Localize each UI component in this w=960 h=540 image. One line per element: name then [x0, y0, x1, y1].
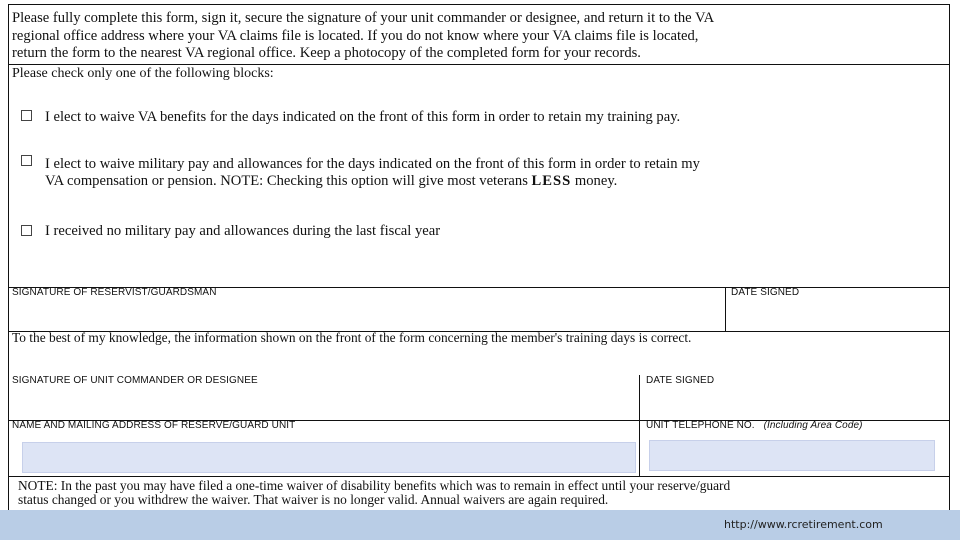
instructions-line-1: Please fully complete this form, sign it, secure the signature of your unit commander or designee, and return it to the VA	[12, 10, 715, 26]
option-3-text: I received no military pay and allowances during the last fiscal year	[45, 223, 441, 239]
date-signed-label-1: DATE SIGNED	[731, 287, 800, 298]
option-1-text: I elect to waive VA benefits for the days indicated on the front of this form in order to retain my training pay.	[45, 109, 681, 125]
knowledge-statement: To the best of my knowledge, the information shown on the front of the form concerning the member's training days is correct.	[12, 330, 692, 345]
less-emphasis: LESS	[531, 173, 572, 189]
check-prompt: Please check only one of the following blocks:	[12, 66, 274, 81]
divider-date-2	[639, 375, 640, 477]
note-line-1: NOTE: In the past you may have filed a one-time waiver of disability benefits which was to remain in effect until your reserve/guard	[18, 478, 731, 493]
date-signed-label-2: DATE SIGNED	[646, 375, 715, 386]
instructions-line-2: regional office address where your VA claims file is located. If you do not know where your VA claims file is located,	[12, 28, 699, 44]
unit-phone-field[interactable]	[649, 440, 935, 471]
divider-note	[8, 476, 950, 477]
divider-instructions	[8, 64, 950, 65]
unit-address-label: NAME AND MAILING ADDRESS OF RESERVE/GUARD UNIT	[12, 420, 296, 431]
instructions-line-3: return the form to the nearest VA regional office. Keep a photocopy of the completed form for your records.	[12, 45, 641, 61]
option-2-text-line-1: I elect to waive military pay and allowances for the days indicated on the front of this form in order to retain my	[45, 156, 700, 172]
option-3-checkbox[interactable]	[21, 225, 32, 236]
unit-phone-note: (Including Area Code)	[763, 420, 863, 431]
unit-address-field[interactable]	[22, 442, 636, 473]
unit-phone-label	[646, 420, 863, 431]
option-2-checkbox[interactable]	[21, 155, 32, 166]
signature-commander-label: SIGNATURE OF UNIT COMMANDER OR DESIGNEE	[12, 375, 258, 386]
footer-url[interactable]: http://www.rcretirement.com	[724, 518, 883, 531]
unit-phone-text: UNIT TELEPHONE NO.	[646, 420, 755, 431]
option-2-note: VA compensation or pension. NOTE: Checking this option will give most veterans	[45, 173, 528, 189]
option-2-text-line-2	[45, 173, 617, 190]
note-line-2: status changed or you withdrew the waiver. That waiver is no longer valid. Annual waivers are again required.	[18, 492, 609, 507]
signature-reservist-label: SIGNATURE OF RESERVIST/GUARDSMAN	[12, 287, 217, 298]
option-1-checkbox[interactable]	[21, 110, 32, 121]
option-2-note-end: money.	[574, 173, 618, 189]
divider-date-1	[725, 287, 726, 332]
